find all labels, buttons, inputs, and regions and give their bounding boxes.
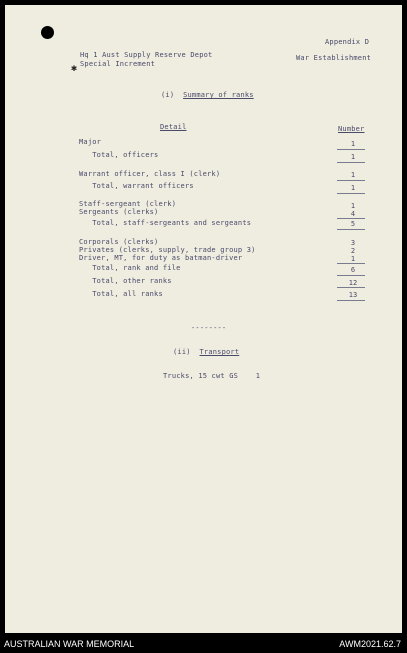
sum-rule (337, 218, 365, 219)
sum-rule (337, 300, 365, 301)
sum-rule (337, 229, 365, 230)
row-number: 1 (350, 202, 356, 210)
sum-rule (337, 180, 365, 181)
row-label: Major (79, 138, 102, 146)
sum-rule (337, 287, 365, 288)
row-label: Total, rank and file (79, 264, 181, 272)
section-separator: -------- (191, 324, 227, 332)
row-label: Corporals (clerks) (79, 238, 159, 246)
appendix-label: Appendix D (325, 38, 370, 46)
row-label: Warrant officer, class I (clerk) (79, 170, 221, 178)
summary-title: (i) Summary of ranks (161, 91, 254, 99)
handwritten-mark: ✱ (71, 63, 78, 74)
sum-rule (337, 149, 365, 150)
row-number: 12 (348, 279, 358, 287)
row-label: Total, staff-sergeants and sergeants (79, 219, 252, 227)
unit-name: Hq 1 Aust Supply Reserve Depot (80, 51, 213, 59)
row-number: 13 (348, 291, 358, 299)
row-number: 2 (350, 247, 356, 255)
row-number: 1 (350, 255, 356, 263)
row-label: Total, all ranks (79, 290, 163, 298)
transport-title: (ii) Transport (173, 348, 240, 356)
row-label: Privates (clerks, supply, trade group 3) (79, 246, 256, 254)
transport-line: Trucks, 15 cwt GS 1 (163, 372, 261, 380)
establishment-label: War Establishment (296, 54, 372, 62)
footer-accession-number: AWM2021.62.7 (339, 639, 401, 649)
unit-subtitle: Special Increment (80, 60, 156, 68)
sum-rule (337, 263, 365, 264)
row-label: Total, officers (79, 151, 159, 159)
row-label: Staff-sergeant (clerk) (79, 200, 177, 208)
row-number: 1 (350, 153, 356, 161)
row-number: 3 (350, 239, 356, 247)
number-column-header: Number (338, 125, 365, 133)
footer-institution: AUSTRALIAN WAR MEMORIAL (4, 639, 135, 649)
row-number: 4 (350, 210, 356, 218)
row-number: 5 (350, 220, 356, 228)
row-number: 1 (350, 184, 356, 192)
sum-rule (337, 162, 365, 163)
detail-column-header: Detail (160, 123, 187, 131)
row-label: Driver, MT, for duty as batman-driver (79, 254, 243, 262)
sum-rule (337, 275, 365, 276)
row-label: Total, warrant officers (79, 182, 194, 190)
document-page (5, 5, 402, 633)
row-label: Total, other ranks (79, 277, 172, 285)
sum-rule (337, 193, 365, 194)
punch-hole (41, 26, 54, 39)
row-number: 1 (350, 171, 356, 179)
row-label: Sergeants (clerks) (79, 208, 159, 216)
row-number: 1 (350, 140, 356, 148)
row-number: 6 (350, 266, 356, 274)
